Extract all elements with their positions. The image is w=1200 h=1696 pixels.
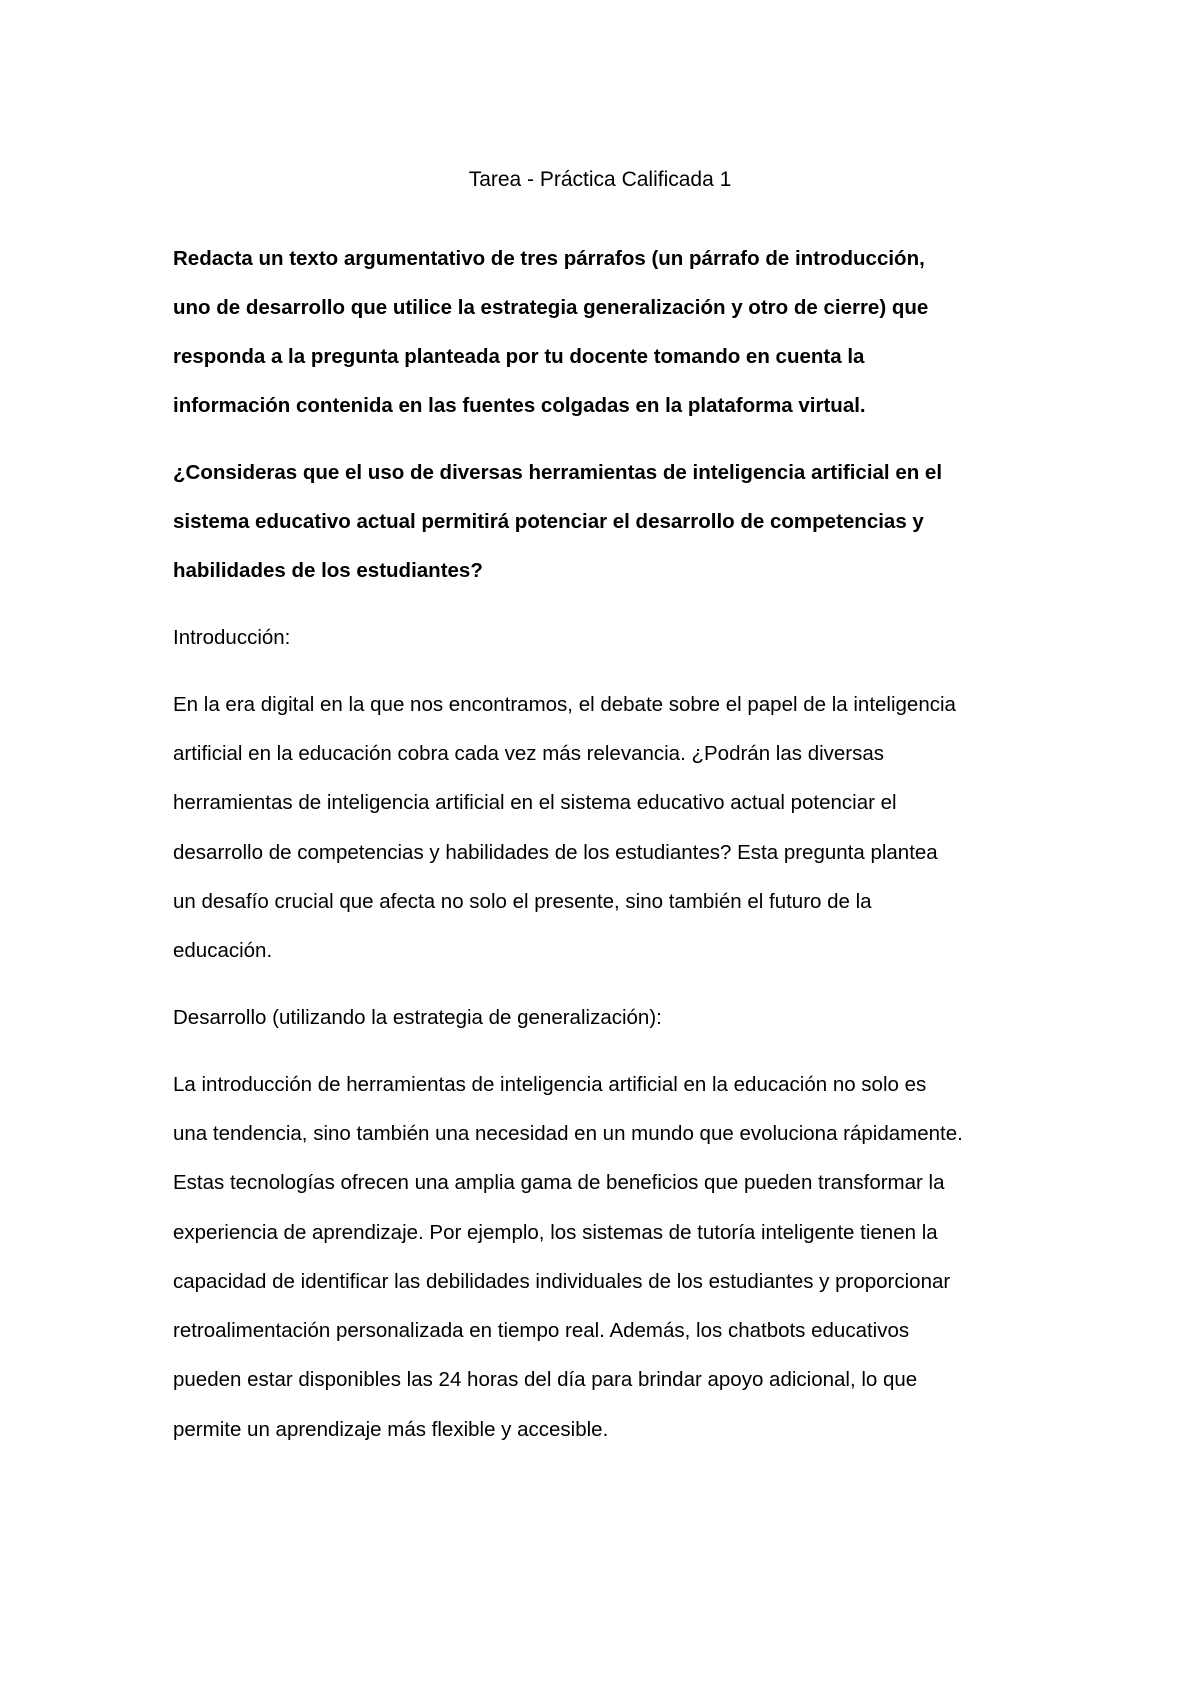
development-line: retroalimentación personalizada en tiempo real. Además, los chatbots educativos (173, 1319, 910, 1342)
question-line: habilidades de los estudiantes? (173, 559, 483, 582)
development-line: experiencia de aprendizaje. Por ejemplo, los sistemas de tutoría inteligente tienen la (173, 1221, 938, 1244)
intro-line: desarrollo de competencias y habilidades de los estudiantes? Esta pregunta plantea (173, 841, 938, 864)
intro-line: En la era digital en la que nos encontramos, el debate sobre el papel de la inteligencia (173, 693, 956, 716)
question-line: ¿Consideras que el uso de diversas herramientas de inteligencia artificial en el (173, 461, 943, 484)
instructions-line: Redacta un texto argumentativo de tres párrafos (un párrafo de introducción, (173, 247, 925, 270)
document-title: Tarea - Práctica Calificada 1 (468, 168, 732, 191)
instructions-line: responda a la pregunta planteada por tu docente tomando en cuenta la (173, 345, 865, 368)
intro-line: artificial en la educación cobra cada vez más relevancia. ¿Podrán las diversas (173, 742, 885, 765)
development-line: capacidad de identificar las debilidades individuales de los estudiantes y proporcionar (173, 1270, 951, 1293)
development-line: Estas tecnologías ofrecen una amplia gama de beneficios que pueden transformar la (173, 1171, 945, 1194)
instructions-line: uno de desarrollo que utilice la estrategia generalización y otro de cierre) que (173, 296, 929, 319)
intro-line: un desafío crucial que afecta no solo el presente, sino también el futuro de la (173, 890, 872, 913)
development-line: La introducción de herramientas de inteligencia artificial en la educación no solo es (173, 1073, 927, 1096)
intro-line: herramientas de inteligencia artificial en el sistema educativo actual potenciar el (173, 791, 897, 814)
development-line: pueden estar disponibles las 24 horas del día para brindar apoyo adicional, lo que (173, 1368, 918, 1391)
question-line: sistema educativo actual permitirá potenciar el desarrollo de competencias y (173, 510, 924, 533)
instructions-line: información contenida en las fuentes colgadas en la plataforma virtual. (173, 394, 866, 417)
intro-heading: Introducción: (173, 626, 291, 649)
intro-line: educación. (173, 939, 273, 962)
development-line: permite un aprendizaje más flexible y accesible. (173, 1418, 609, 1441)
development-line: una tendencia, sino también una necesidad en un mundo que evoluciona rápidamente. (173, 1122, 963, 1145)
development-heading: Desarrollo (utilizando la estrategia de generalización): (173, 1006, 662, 1029)
